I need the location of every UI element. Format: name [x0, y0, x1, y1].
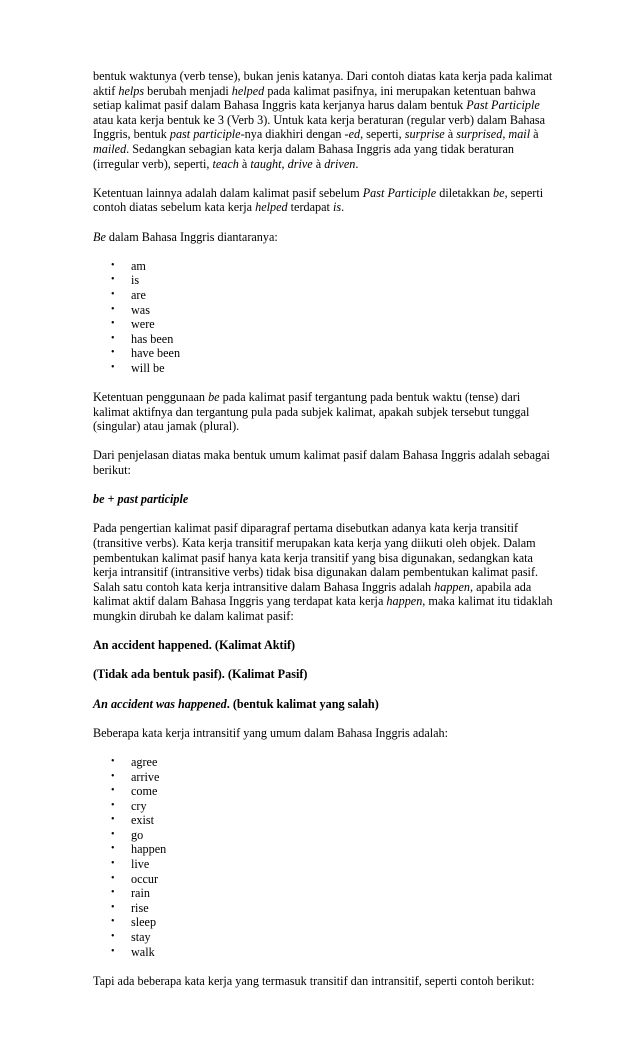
- bullet-icon: •: [111, 814, 115, 826]
- paragraph-intransitive-intro: Beberapa kata kerja intransitif yang umum dalam Bahasa Inggris adalah:: [93, 725, 449, 740]
- example-wrong: An accident was happened. (bentuk kalimat yang salah): [93, 696, 379, 711]
- bullet-icon: •: [111, 858, 115, 870]
- formula: be + past participle: [93, 492, 189, 507]
- list-item: • exist: [111, 813, 155, 828]
- bullet-icon: •: [111, 901, 115, 913]
- list-item: • arrive: [111, 769, 160, 784]
- list-item: • agree: [111, 754, 158, 769]
- paragraph-be-rule: Ketentuan lainnya adalah dalam kalimat pasif sebelum Past Participle diletakkan be, seperti contoh diatas sebelum kata kerja helped terdapat is.: [93, 185, 544, 215]
- list-item: • live: [111, 857, 150, 872]
- intransitive-verbs-list: [93, 755, 553, 959]
- bullet-icon: •: [111, 828, 115, 840]
- bullet-icon: •: [111, 303, 115, 315]
- list-item: • has been: [111, 331, 174, 346]
- list-item: • go: [111, 827, 144, 842]
- bullet-icon: •: [111, 318, 115, 330]
- bullet-icon: •: [111, 755, 115, 767]
- paragraph-general-form: Dari penjelasan diatas maka bentuk umum kalimat pasif dalam Bahasa Inggris adalah sebagai berikut:: [93, 448, 550, 478]
- bullet-icon: •: [111, 259, 115, 271]
- list-item: • is: [111, 273, 140, 288]
- bullet-icon: •: [111, 931, 115, 943]
- list-item: • walk: [111, 944, 155, 959]
- list-item: • come: [111, 784, 158, 799]
- bullet-icon: •: [111, 785, 115, 797]
- paragraph-be-usage: Ketentuan penggunaan be pada kalimat pasif tergantung pada bentuk waktu (tense) dari kalimat aktifnya dan tergantung pula pada subjek kalimat, apakah subjek tersebut tunggal (singular) atau jamak (plural).: [93, 390, 530, 434]
- list-item: • rain: [111, 886, 150, 901]
- list-item: • stay: [111, 930, 151, 945]
- bullet-icon: •: [111, 799, 115, 811]
- bullet-icon: •: [111, 361, 115, 373]
- list-item: • was: [111, 302, 150, 317]
- bullet-icon: •: [111, 843, 115, 855]
- bullet-icon: •: [111, 945, 115, 957]
- example-passive: (Tidak ada bentuk pasif). (Kalimat Pasif): [93, 667, 308, 682]
- example-active: An accident happened. (Kalimat Aktif): [93, 638, 296, 653]
- document-page: [93, 69, 553, 1003]
- paragraph-transitive: Pada pengertian kalimat pasif diparagraf pertama disebutkan adanya kata kerja transitif (transitive verbs). Kata kerja transitif merupakan kata kerja yang diikuti oleh objek. Dalam pembentukan kalimat pasif hanya kata kerja transitif yang bisa digunakan, sedangkan kata kerja intransitif (intransitive verbs) tidak bisa digunakan dalam pembentukan kalimat pasif. Salah satu contoh kata kerja intransitive dalam Bahasa Inggris adalah happen, apabila ada kalimat aktif dalam Bahasa Inggris yang terdapat kata kerja happen, maka kalimat itu tidaklah mungkin dirubah ke dalam kalimat pasif:: [93, 521, 553, 623]
- list-item: • sleep: [111, 915, 157, 930]
- list-item: • cry: [111, 798, 147, 813]
- bullet-icon: •: [111, 274, 115, 286]
- bullet-icon: •: [111, 887, 115, 899]
- bullet-icon: •: [111, 347, 115, 359]
- paragraph-verb-tense: bentuk waktunya (verb tense), bukan jenis katanya. Dari contoh diatas kata kerja pada kalimat aktif helps berubah menjadi helped pada kalimat pasifnya, ini merupakan ketentuan bahwa setiap kalimat pasif dalam Bahasa Inggris kata kerjanya harus dalam bentuk Past Participle atau kata kerja bentuk ke 3 (Verb 3). Untuk kata kerja beraturan (regular verb) dalam Bahasa Inggris, bentuk past participle-nya diakhiri dengan -ed, seperti, surprise à surprised, mail à mailed. Sedangkan sebagian kata kerja dalam Bahasa Inggris ada yang tidak beraturan (irregular verb), seperti, teach à taught, drive à driven.: [93, 69, 553, 171]
- list-item: • am: [111, 258, 146, 273]
- be-forms-list: [93, 259, 553, 376]
- list-item: • occur: [111, 871, 159, 886]
- paragraph-transitive-intransitive: Tapi ada beberapa kata kerja yang termasuk transitif dan intransitif, seperti contoh berikut:: [93, 973, 535, 988]
- list-item: • have been: [111, 346, 181, 361]
- paragraph-be-intro: Be dalam Bahasa Inggris diantaranya:: [93, 229, 278, 244]
- list-item: • were: [111, 317, 155, 332]
- list-item: • will be: [111, 360, 165, 375]
- bullet-icon: •: [111, 872, 115, 884]
- bullet-icon: •: [111, 916, 115, 928]
- list-item: • happen: [111, 842, 167, 857]
- list-item: • are: [111, 287, 146, 302]
- bullet-icon: •: [111, 332, 115, 344]
- bullet-icon: •: [111, 288, 115, 300]
- list-item: • rise: [111, 900, 149, 915]
- bullet-icon: •: [111, 770, 115, 782]
